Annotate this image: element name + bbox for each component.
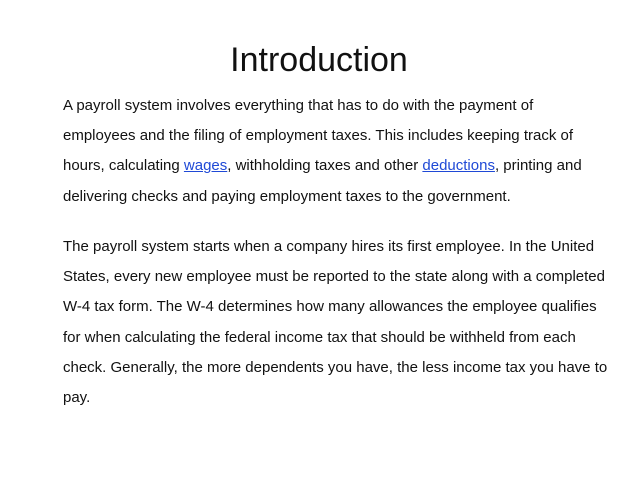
- paragraph-intro: [63, 91, 608, 212]
- paragraph-intro-text-1: A payroll system involves everything that has to do with the payment of employees and the filing of employment taxes. This includes keeping track of hours, calculating: [63, 97, 573, 175]
- deductions-link[interactable]: deductions: [422, 157, 495, 175]
- slide-title: Introduction: [230, 41, 408, 79]
- paragraph-payroll-start: The payroll system starts when a company hires its first employee. In the United States, every new employee must be reported to the state along with a completed W-4 tax form. The W-4 determines how many allowances the employee qualifies for when calculating the federal income tax that should be withheld from each check. Generally, the more dependents you have, the less income tax you have to pay.: [63, 238, 608, 407]
- wages-link[interactable]: wages: [183, 157, 228, 175]
- paragraph-intro-text-2: , withholding taxes and other: [227, 157, 423, 175]
- paragraph-intro-text-3: , printing and delivering checks and paying employment taxes to the government.: [63, 157, 582, 205]
